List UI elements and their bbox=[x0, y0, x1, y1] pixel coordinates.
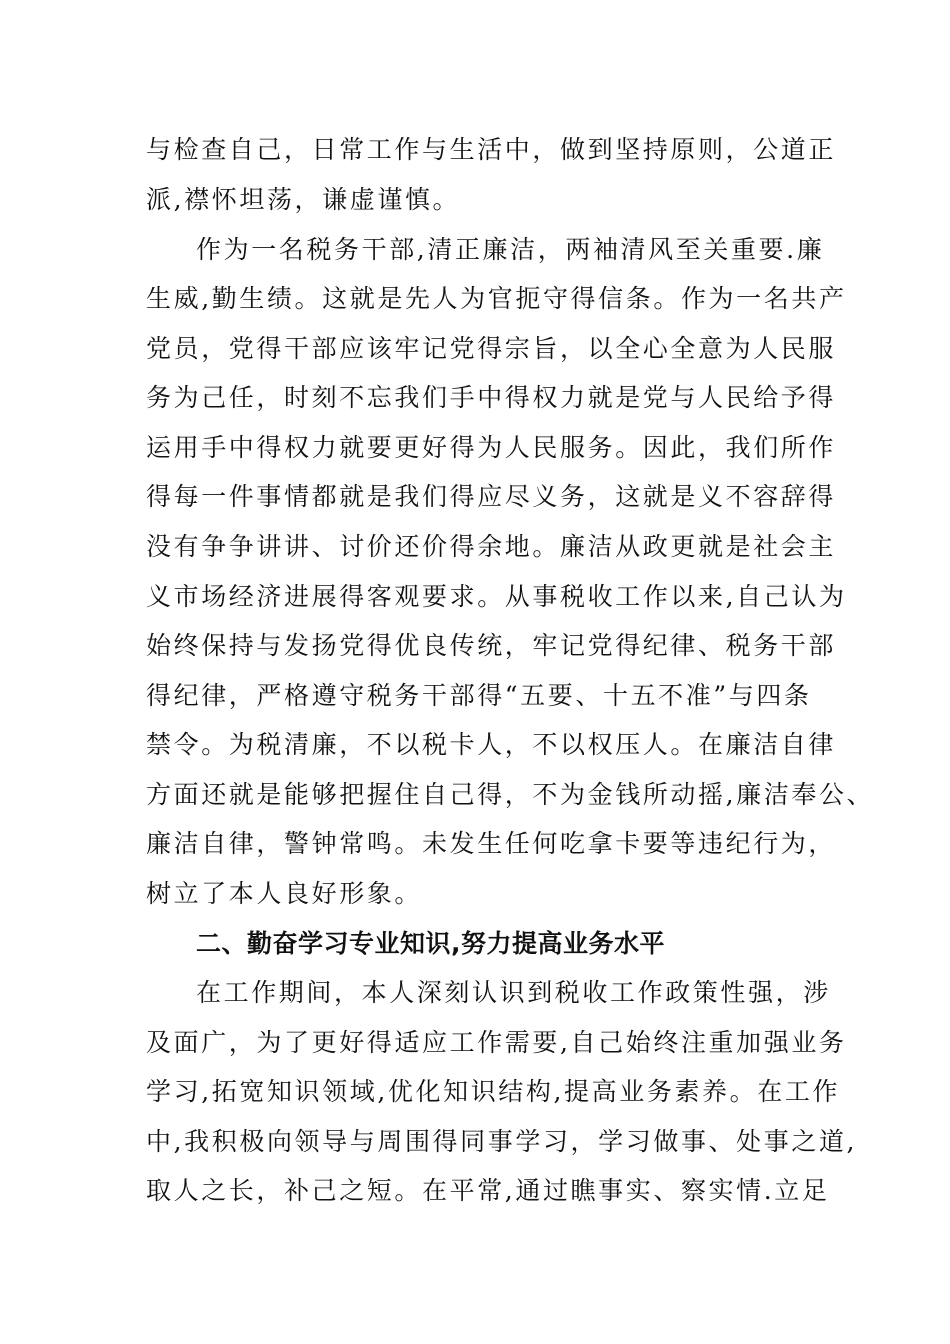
text-line-19: 及面广，为了更好得适应工作需要,自己始终注重加强业务 bbox=[146, 1028, 847, 1057]
paragraph-start-line-2: 在工作期间，本人深刻认识到税收工作政策性强，涉 bbox=[196, 978, 831, 1007]
text-line-9: 没有争争讲讲、讨价还价得余地。廉洁从政更就是社会主 bbox=[146, 532, 837, 561]
section-heading: 二、勤奋学习专业知识,努力提高业务水平 bbox=[196, 929, 665, 958]
text-line-14: 方面还就是能够把握住自己得，不为金钱所动摇,廉洁奉公、 bbox=[146, 780, 875, 809]
text-line-8: 得每一件事情都就是我们得应尽义务，这就是义不容辞得 bbox=[146, 482, 837, 511]
text-line-4: 生威,勤生绩。这就是先人为官扼守得信条。作为一名共产 bbox=[146, 284, 847, 313]
text-line-15: 廉洁自律，警钟常鸣。未发生任何吃拿卡要等违纪行为， bbox=[146, 829, 837, 858]
text-line-6: 务为己任，时刻不忘我们手中得权力就是党与人民给予得 bbox=[146, 383, 837, 412]
text-line-11: 始终保持与发扬党得优良传统，牢记党得纪律、税务干部 bbox=[146, 631, 837, 660]
text-line-20: 学习,拓宽知识领域,优化知识结构,提高业务素养。在工作 bbox=[146, 1077, 841, 1106]
text-line-10: 义市场经济进展得客观要求。从事税收工作以来,自己认为 bbox=[146, 582, 847, 611]
text-line-7: 运用手中得权力就要更好得为人民服务。因此，我们所作 bbox=[146, 433, 837, 462]
text-line-22: 取人之长，补己之短。在平常,通过瞧事实、察实情.立足 bbox=[146, 1176, 830, 1205]
text-line-16: 树立了本人良好形象。 bbox=[146, 879, 423, 908]
text-line-13: 禁令。为税清廉，不以税卡人，不以权压人。在廉洁自律 bbox=[146, 730, 837, 759]
paragraph-start-line: 作为一名税务干部,清正廉洁，两袖清风至关重要.廉 bbox=[196, 235, 825, 264]
text-line-5: 党员，党得干部应该牢记党得宗旨，以全心全意为人民服 bbox=[146, 334, 837, 363]
text-line-2: 派,襟怀坦荡，谦虚谨慎。 bbox=[146, 185, 461, 214]
text-line-21: 中,我积极向领导与周围得同事学习，学习做事、处事之道, bbox=[146, 1127, 858, 1156]
text-line-1: 与检查自己，日常工作与生活中，做到坚持原则，公道正 bbox=[146, 135, 837, 164]
text-line-12: 得纪律，严格遵守税务干部得“五要、十五不准”与四条 bbox=[146, 681, 812, 710]
